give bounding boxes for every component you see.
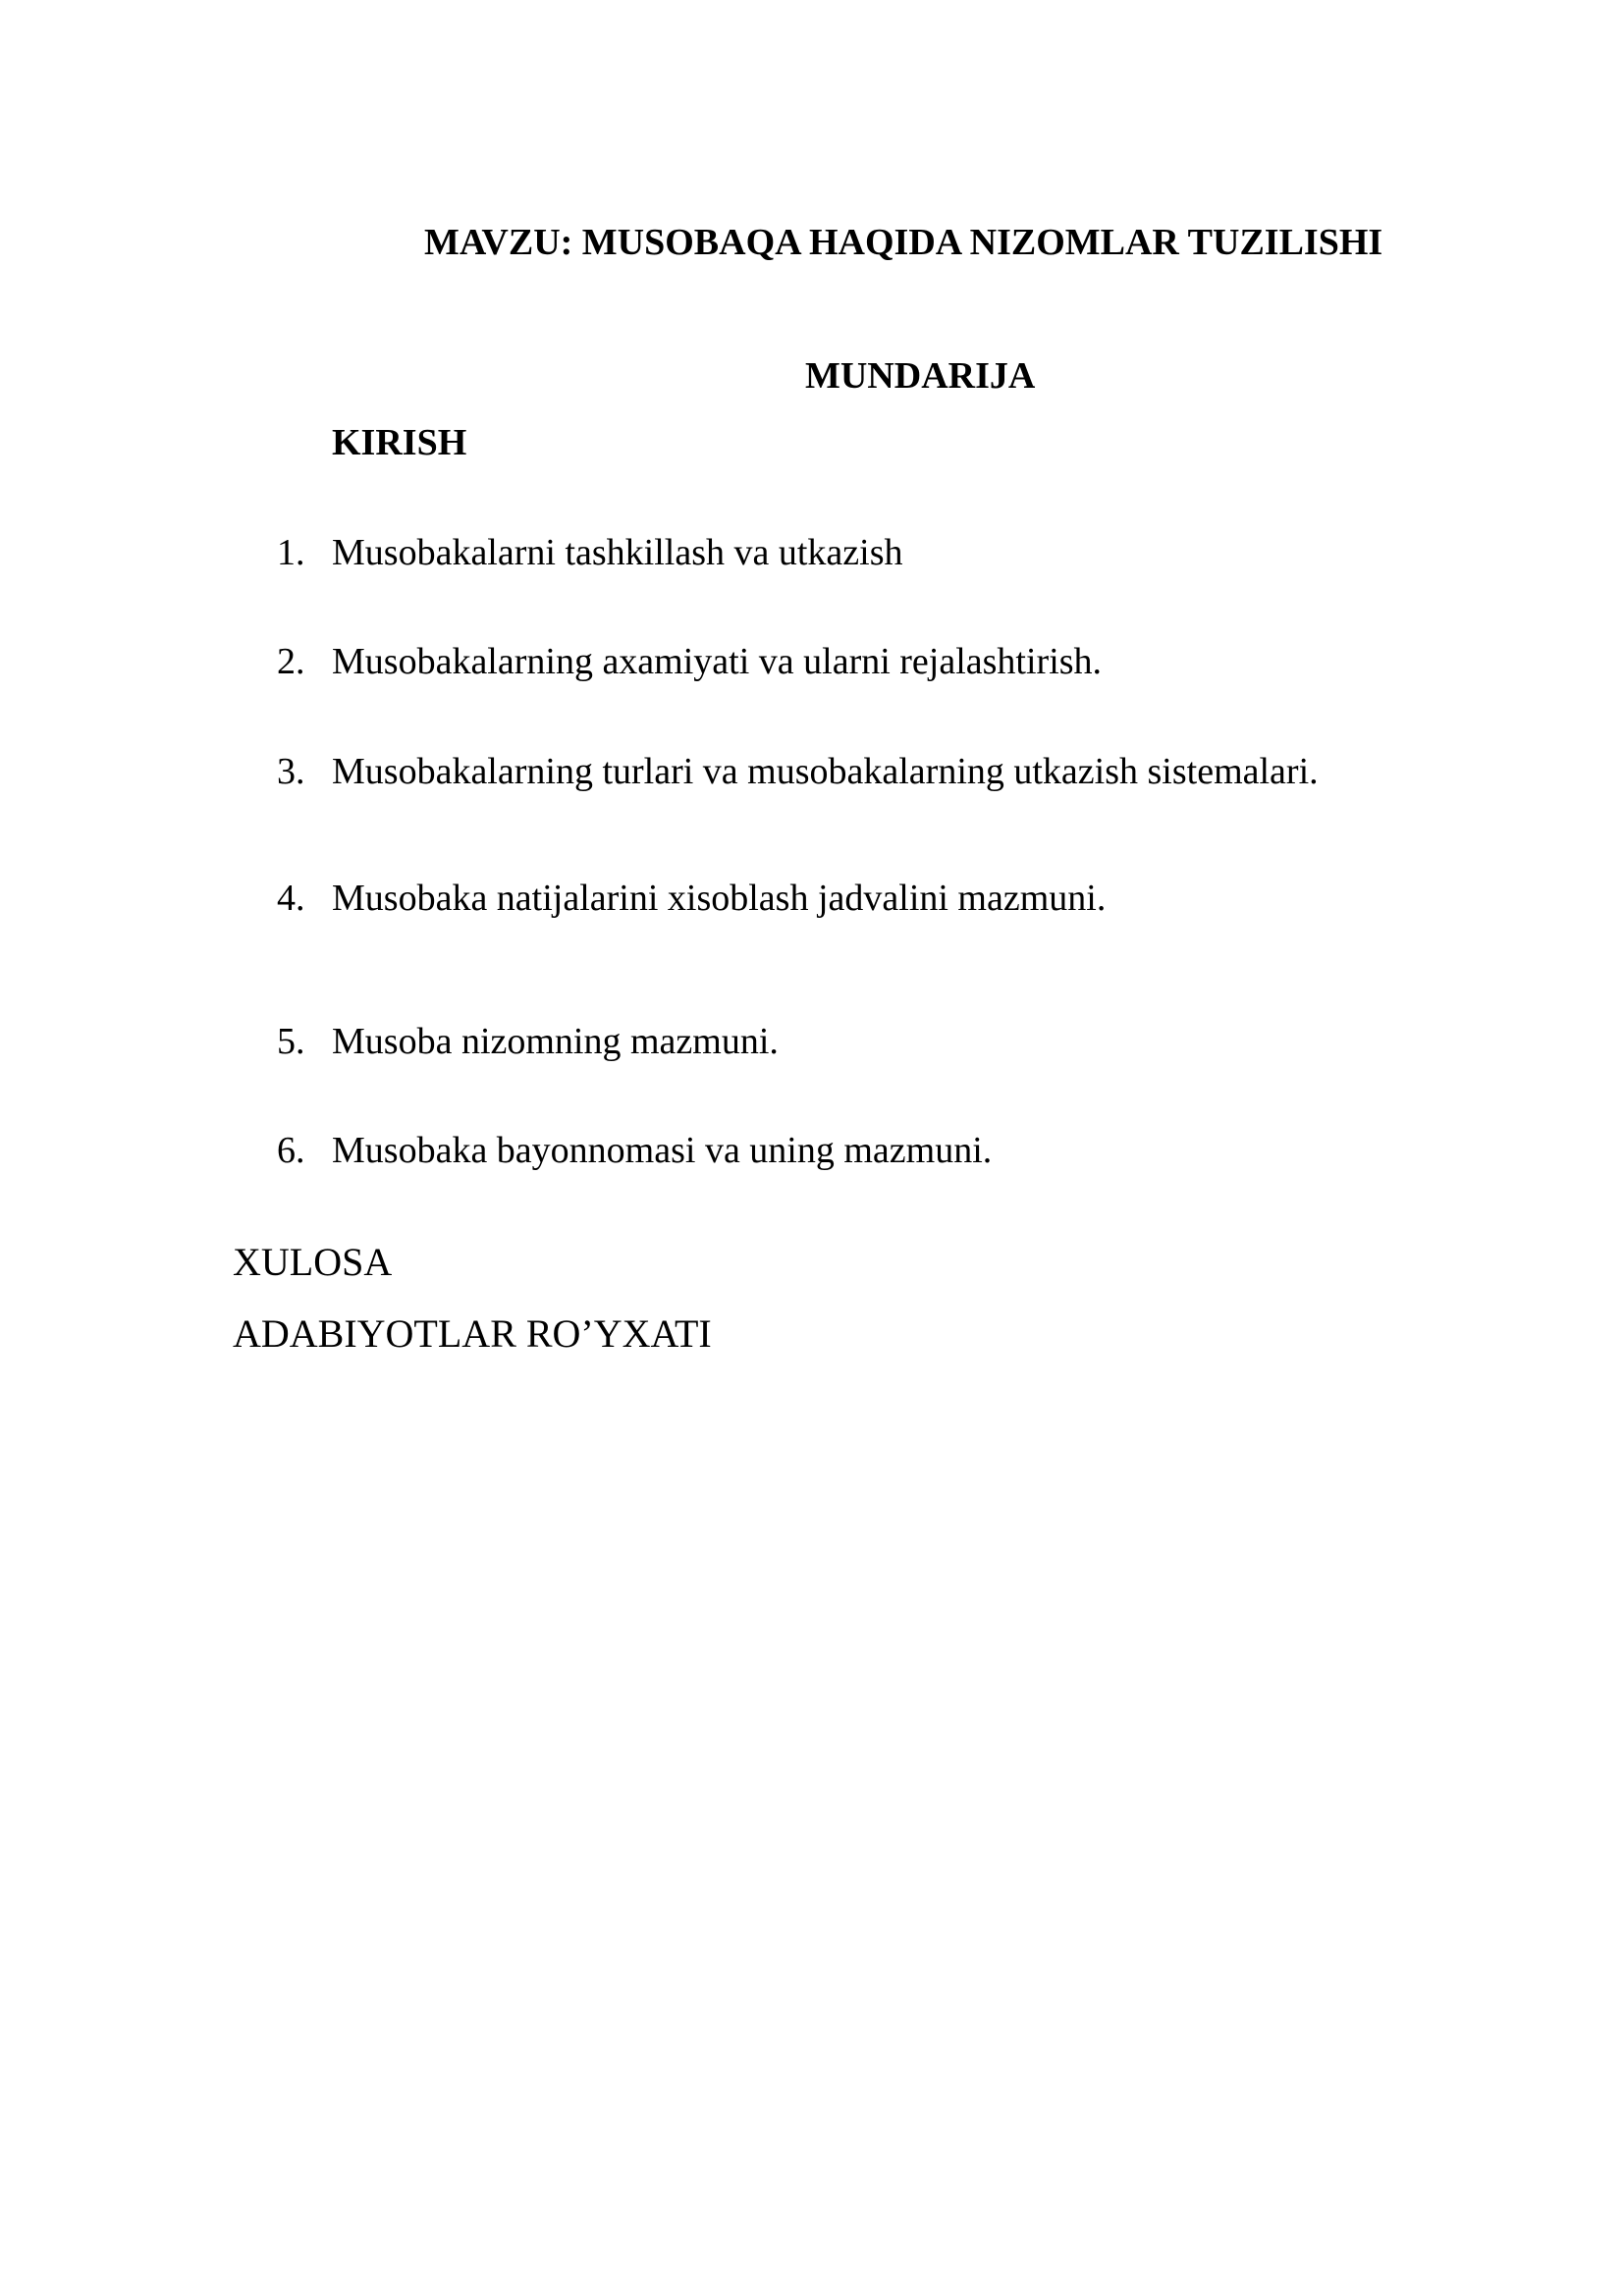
toc-conclusion: XULOSA bbox=[233, 1240, 393, 1284]
toc-item bbox=[277, 1023, 779, 1060]
toc-intro: KIRISH bbox=[332, 422, 467, 463]
toc-item bbox=[277, 1132, 992, 1169]
toc-item bbox=[277, 753, 1319, 790]
toc-heading: MUNDARIJA bbox=[805, 355, 1036, 397]
toc-item-text: Musobakalarning axamiyati va ularni rejalashtirish. bbox=[332, 641, 1103, 682]
toc-item-text: Musobakalarning turlari va musobakalarning utkazish sistemalari. bbox=[332, 751, 1319, 792]
toc-item bbox=[277, 880, 1106, 917]
toc-item bbox=[277, 534, 903, 571]
toc-item-text: Musobakalarni tashkillash va utkazish bbox=[332, 532, 903, 573]
toc-item-number: 3. bbox=[277, 751, 305, 792]
toc-item-number: 5. bbox=[277, 1021, 305, 1062]
toc-item-text: Musobaka bayonnomasi va uning mazmuni. bbox=[332, 1130, 993, 1171]
toc-item-number: 2. bbox=[277, 641, 305, 682]
toc-item-number: 1. bbox=[277, 532, 305, 573]
document-title: MAVZU: MUSOBAQA HAQIDA NIZOMLAR TUZILISHI bbox=[424, 222, 1383, 263]
toc-item-number: 6. bbox=[277, 1130, 305, 1171]
toc-item bbox=[277, 643, 1102, 680]
toc-item-text: Musobaka natijalarini xisoblash jadvalini mazmuni. bbox=[332, 878, 1107, 919]
toc-item-number: 4. bbox=[277, 878, 305, 919]
toc-references: ADABIYOTLAR RO’YXATI bbox=[233, 1311, 712, 1356]
toc-item-text: Musoba nizomning mazmuni. bbox=[332, 1021, 779, 1062]
